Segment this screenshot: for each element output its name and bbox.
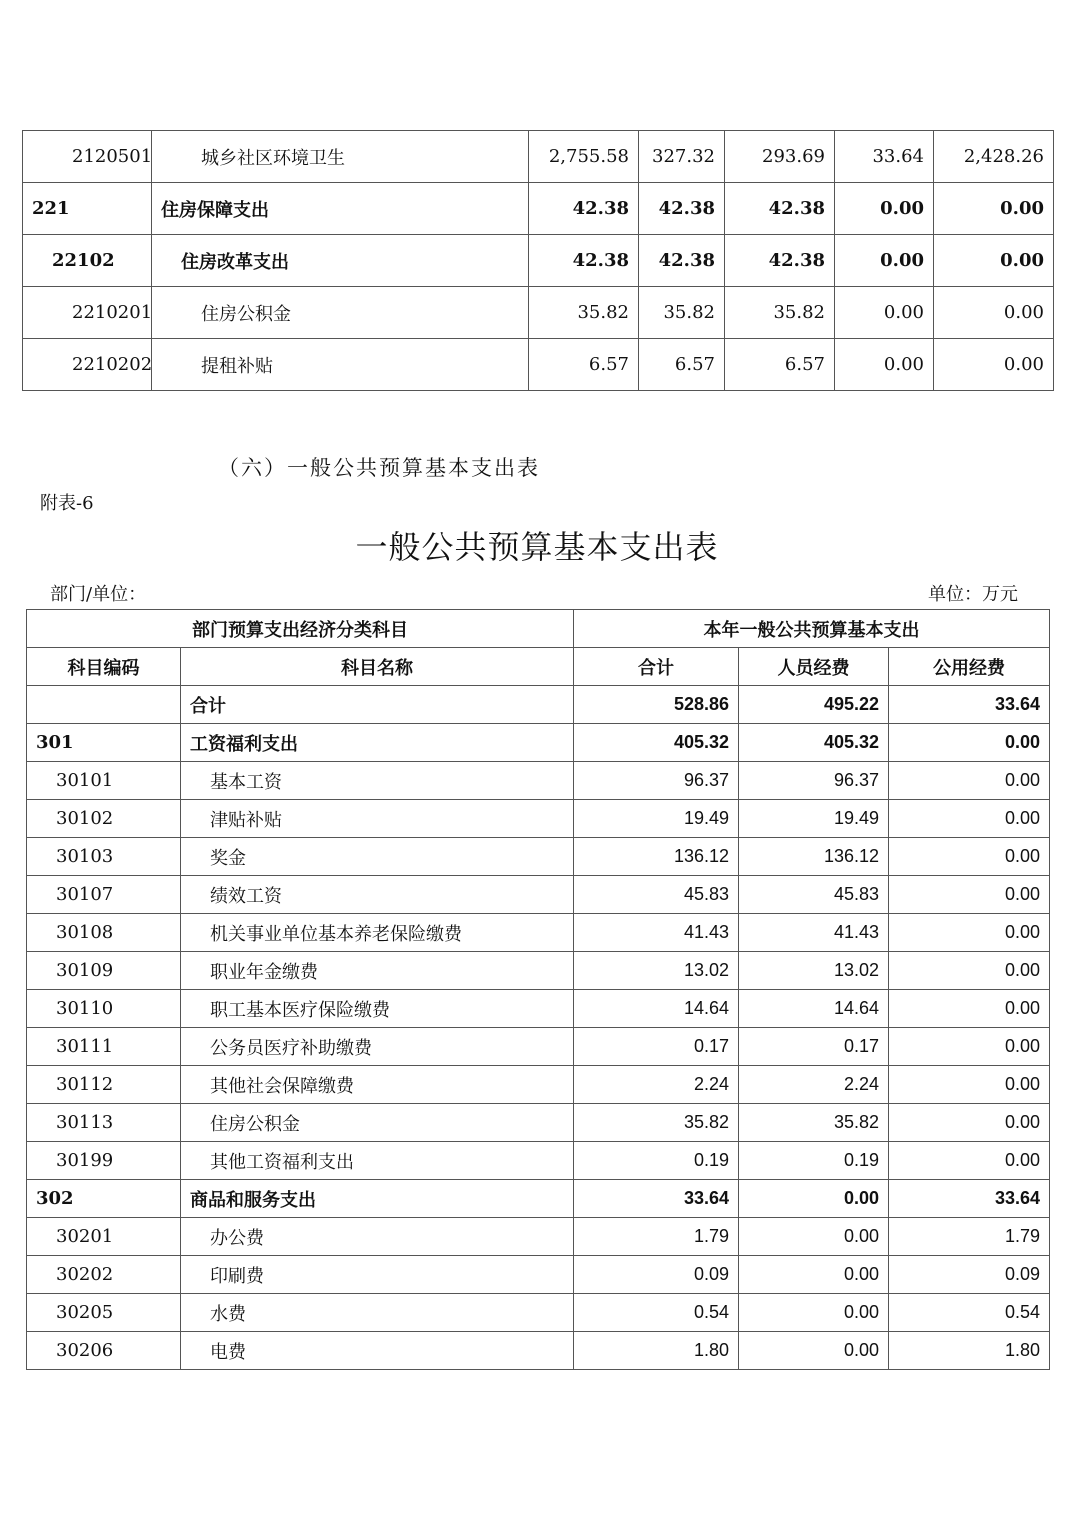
row-personnel: 136.12 [739, 838, 889, 876]
row-name: 商品和服务支出 [181, 1180, 574, 1218]
table-row [27, 876, 1050, 914]
row-value: 35.82 [725, 287, 835, 339]
row-code: 30107 [27, 876, 181, 914]
row-personnel: 0.17 [739, 1028, 889, 1066]
row-value: 42.38 [529, 235, 639, 287]
row-public: 0.09 [889, 1256, 1050, 1294]
table-row [23, 339, 1054, 391]
row-name: 电费 [181, 1332, 574, 1370]
table-column-header-row [27, 648, 1050, 686]
row-name: 绩效工资 [181, 876, 574, 914]
row-code: 301 [27, 724, 181, 762]
row-personnel: 0.19 [739, 1142, 889, 1180]
table-row [23, 183, 1054, 235]
row-code: 30201 [27, 1218, 181, 1256]
table-row [27, 990, 1050, 1028]
row-personnel: 14.64 [739, 990, 889, 1028]
row-public: 0.00 [889, 762, 1050, 800]
table-group-header-row [27, 610, 1050, 648]
table-row [27, 1332, 1050, 1370]
row-name: 机关事业单位基本养老保险缴费 [181, 914, 574, 952]
table-row [27, 686, 1050, 724]
row-code: 30205 [27, 1294, 181, 1332]
row-personnel: 0.00 [739, 1180, 889, 1218]
row-value: 42.38 [529, 183, 639, 235]
row-personnel: 45.83 [739, 876, 889, 914]
row-code: 30103 [27, 838, 181, 876]
table-row [27, 1142, 1050, 1180]
row-personnel: 19.49 [739, 800, 889, 838]
col-header-personnel: 人员经费 [739, 648, 889, 686]
row-total: 1.79 [574, 1218, 739, 1256]
row-code: 30206 [27, 1332, 181, 1370]
row-public: 0.00 [889, 876, 1050, 914]
row-total: 35.82 [574, 1104, 739, 1142]
row-value: 35.82 [529, 287, 639, 339]
unit-label: 单位：万元 [928, 584, 1018, 605]
row-name: 住房改革支出 [152, 235, 529, 287]
col-header-public: 公用经费 [889, 648, 1050, 686]
row-value: 0.00 [934, 235, 1054, 287]
table-row [23, 235, 1054, 287]
row-public: 33.64 [889, 686, 1050, 724]
row-public: 0.00 [889, 952, 1050, 990]
row-total: 0.09 [574, 1256, 739, 1294]
row-code [27, 686, 181, 724]
row-name: 住房公积金 [152, 287, 529, 339]
row-total: 14.64 [574, 990, 739, 1028]
row-name: 住房公积金 [181, 1104, 574, 1142]
row-code: 30110 [27, 990, 181, 1028]
row-code: 30102 [27, 800, 181, 838]
row-public: 33.64 [889, 1180, 1050, 1218]
row-value: 327.32 [639, 131, 725, 183]
row-code: 30111 [27, 1028, 181, 1066]
row-name: 合计 [181, 686, 574, 724]
row-personnel: 0.00 [739, 1218, 889, 1256]
row-value: 0.00 [835, 183, 934, 235]
row-total: 41.43 [574, 914, 739, 952]
row-value: 0.00 [934, 183, 1054, 235]
row-personnel: 41.43 [739, 914, 889, 952]
row-total: 136.12 [574, 838, 739, 876]
row-code: 2210202 [23, 339, 152, 391]
col-header-total: 合计 [574, 648, 739, 686]
row-public: 0.00 [889, 1142, 1050, 1180]
section-title: （六）一般公共预算基本支出表 [218, 456, 540, 480]
budget-detail-table-continued [22, 130, 1054, 391]
row-code: 30108 [27, 914, 181, 952]
row-total: 96.37 [574, 762, 739, 800]
row-value: 0.00 [835, 235, 934, 287]
row-value: 35.82 [639, 287, 725, 339]
row-public: 0.00 [889, 914, 1050, 952]
group-header-current-year: 本年一般公共预算基本支出 [574, 610, 1050, 648]
group-header-classification: 部门预算支出经济分类科目 [27, 610, 574, 648]
row-public: 0.00 [889, 800, 1050, 838]
row-code: 30101 [27, 762, 181, 800]
row-name: 公务员医疗补助缴费 [181, 1028, 574, 1066]
row-total: 13.02 [574, 952, 739, 990]
row-personnel: 0.00 [739, 1294, 889, 1332]
table-row [27, 724, 1050, 762]
row-personnel: 2.24 [739, 1066, 889, 1104]
row-name: 奖金 [181, 838, 574, 876]
row-value: 2,428.26 [934, 131, 1054, 183]
row-code: 30109 [27, 952, 181, 990]
row-total: 45.83 [574, 876, 739, 914]
row-value: 6.57 [639, 339, 725, 391]
row-personnel: 405.32 [739, 724, 889, 762]
row-public: 0.00 [889, 724, 1050, 762]
budget-detail-table-body [23, 131, 1054, 391]
department-label: 部门/单位： [50, 584, 147, 605]
table-row [27, 1028, 1050, 1066]
row-personnel: 0.00 [739, 1256, 889, 1294]
row-name: 职业年金缴费 [181, 952, 574, 990]
row-name: 基本工资 [181, 762, 574, 800]
col-header-code: 科目编码 [27, 648, 181, 686]
row-name: 其他社会保障缴费 [181, 1066, 574, 1104]
row-value: 6.57 [725, 339, 835, 391]
table-row [27, 762, 1050, 800]
row-name: 住房保障支出 [152, 183, 529, 235]
row-code: 30202 [27, 1256, 181, 1294]
row-total: 0.54 [574, 1294, 739, 1332]
row-code: 30112 [27, 1066, 181, 1104]
row-value: 0.00 [934, 287, 1054, 339]
basic-expenditure-table-body [27, 686, 1050, 1370]
row-name: 津贴补贴 [181, 800, 574, 838]
row-public: 0.00 [889, 1104, 1050, 1142]
row-personnel: 495.22 [739, 686, 889, 724]
table-row [27, 1180, 1050, 1218]
table-row [27, 914, 1050, 952]
row-name: 城乡社区环境卫生 [152, 131, 529, 183]
row-value: 42.38 [639, 235, 725, 287]
table-row [23, 131, 1054, 183]
row-name: 其他工资福利支出 [181, 1142, 574, 1180]
table-row [23, 287, 1054, 339]
row-name: 水费 [181, 1294, 574, 1332]
basic-expenditure-table [26, 609, 1050, 1370]
row-total: 19.49 [574, 800, 739, 838]
row-public: 0.00 [889, 1028, 1050, 1066]
row-personnel: 35.82 [739, 1104, 889, 1142]
row-value: 42.38 [725, 183, 835, 235]
row-personnel: 96.37 [739, 762, 889, 800]
table-row [27, 1218, 1050, 1256]
row-value: 42.38 [639, 183, 725, 235]
table-row [27, 1066, 1050, 1104]
row-code: 302 [27, 1180, 181, 1218]
row-code: 221 [23, 183, 152, 235]
row-public: 0.54 [889, 1294, 1050, 1332]
table-row [27, 800, 1050, 838]
row-value: 6.57 [529, 339, 639, 391]
row-value: 293.69 [725, 131, 835, 183]
row-public: 0.00 [889, 990, 1050, 1028]
annex-label: 附表-6 [40, 493, 94, 514]
row-public: 0.00 [889, 838, 1050, 876]
row-personnel: 13.02 [739, 952, 889, 990]
row-value: 2,755.58 [529, 131, 639, 183]
row-value: 33.64 [835, 131, 934, 183]
row-name: 办公费 [181, 1218, 574, 1256]
row-name: 印刷费 [181, 1256, 574, 1294]
row-public: 1.79 [889, 1218, 1050, 1256]
row-public: 1.80 [889, 1332, 1050, 1370]
table-row [27, 838, 1050, 876]
row-name: 工资福利支出 [181, 724, 574, 762]
row-total: 0.19 [574, 1142, 739, 1180]
row-value: 0.00 [934, 339, 1054, 391]
table-row [27, 1294, 1050, 1332]
row-public: 0.00 [889, 1066, 1050, 1104]
table-row [27, 1104, 1050, 1142]
row-total: 1.80 [574, 1332, 739, 1370]
page-title: 一般公共预算基本支出表 [355, 528, 719, 566]
row-code: 30113 [27, 1104, 181, 1142]
table-row [27, 1256, 1050, 1294]
row-name: 提租补贴 [152, 339, 529, 391]
col-header-name: 科目名称 [181, 648, 574, 686]
row-code: 22102 [23, 235, 152, 287]
row-personnel: 0.00 [739, 1332, 889, 1370]
row-total: 528.86 [574, 686, 739, 724]
table-row [27, 952, 1050, 990]
row-value: 0.00 [835, 287, 934, 339]
row-code: 2210201 [23, 287, 152, 339]
row-code: 30199 [27, 1142, 181, 1180]
row-code: 2120501 [23, 131, 152, 183]
row-value: 0.00 [835, 339, 934, 391]
row-total: 2.24 [574, 1066, 739, 1104]
row-total: 0.17 [574, 1028, 739, 1066]
row-value: 42.38 [725, 235, 835, 287]
row-name: 职工基本医疗保险缴费 [181, 990, 574, 1028]
row-total: 33.64 [574, 1180, 739, 1218]
row-total: 405.32 [574, 724, 739, 762]
